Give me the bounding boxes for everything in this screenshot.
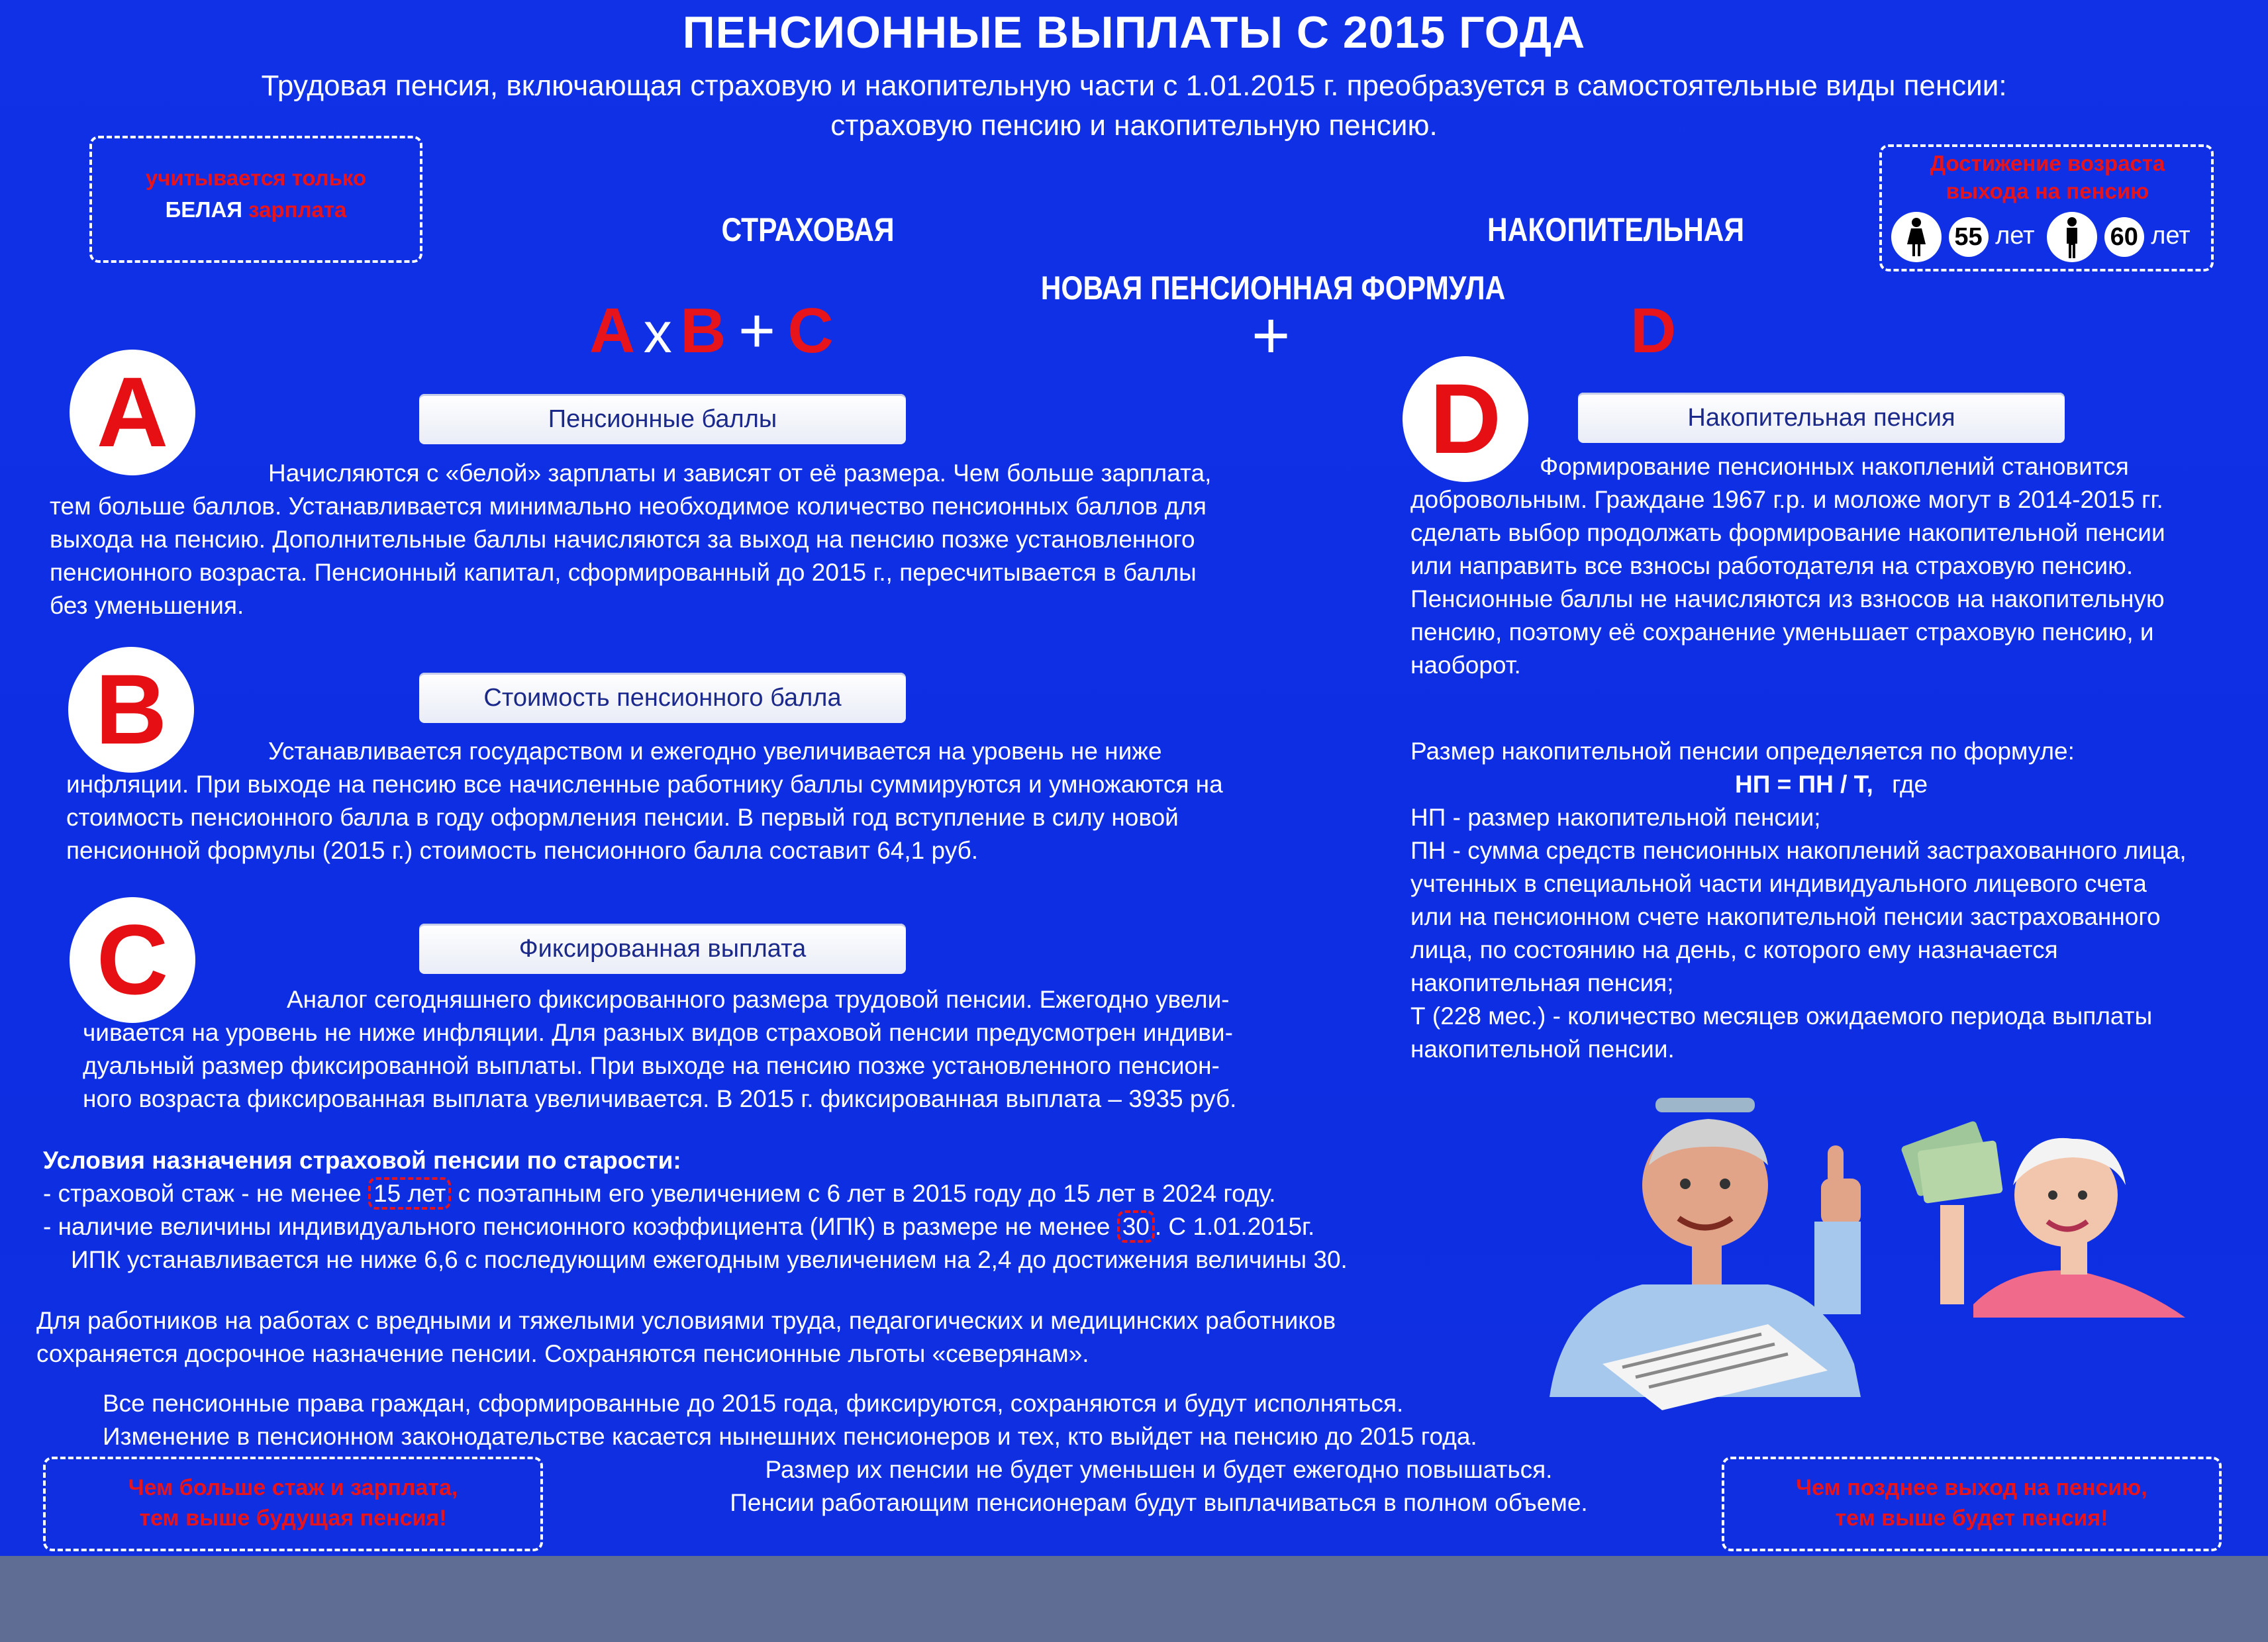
white-word: БЕЛАЯ [165, 197, 242, 222]
funded-formula-line: накопительной пенсии. [1410, 1036, 1675, 1063]
conditions-block [43, 1144, 1467, 1277]
funded-formula-where: где [1892, 771, 1928, 798]
section-a-heading: Пенсионные баллы [419, 394, 906, 444]
section-b-line: Устанавливается государством и ежегодно увеличивается на уровень не ниже [268, 738, 1162, 765]
woman-icon [1891, 212, 1942, 262]
condition-2-highlight: 30 [1117, 1210, 1155, 1243]
white-salary-line2 [92, 194, 420, 226]
rights-line-2: Изменение в пенсионном законодательстве касается нынешних пенсионеров и тех, кто выйдет на пенсию до 2015 года. [103, 1423, 1477, 1450]
section-a-line: выхода на пенсию. Дополнительные баллы начисляются за выход на пенсию позже установленного [50, 526, 1195, 553]
condition-1-highlight: 15 лет [368, 1177, 451, 1210]
formula-d: D [1630, 295, 1677, 366]
bottom-right-box [1722, 1457, 2222, 1551]
bottom-right-line-2: тем выше будет пенсия! [1835, 1506, 2108, 1531]
funded-formula-line: накопительная пенсия; [1410, 969, 1674, 996]
section-a-line: без уменьшения. [50, 592, 244, 619]
retirement-age-title: Достижение возраста выхода на пенсию [1930, 151, 2165, 203]
formula-label: НОВАЯ ПЕНСИОННАЯ ФОРМУЛА [1040, 269, 1506, 307]
funded-formula-line: НП - размер накопительной пенсии; [1410, 804, 1821, 831]
early-line-1: Для работников на работах с вредными и тяжелыми условиями труда, педагогических и медицинских работников [36, 1307, 1336, 1334]
man-icon [2047, 212, 2097, 262]
letter-d-circle: D [1403, 356, 1528, 482]
early-line-2: сохраняется досрочное назначение пенсии. Сохраняются пенсионные льготы «северянам». [36, 1340, 1089, 1367]
pensioners-photo [1550, 1086, 2198, 1410]
conditions-title: Условия назначения страховой пенсии по старости: [43, 1147, 681, 1174]
rights-line-4: Пенсии работающим пенсионерам будут выплачиваться в полном объеме. [730, 1489, 1588, 1516]
section-c-line: ного возраста фиксированная выплата увеличивается. В 2015 г. фиксированная выплата – 3935 руб. [83, 1085, 1237, 1112]
section-c-line: чивается на уровень не ниже инфляции. Для разных видов страховой пенсии предусмотрен индиви- [83, 1019, 1233, 1046]
funded-formula-line: Т (228 мес.) - количество месяцев ожидаемого периода выплаты [1410, 1002, 2153, 1030]
letter-b-circle: B [68, 647, 194, 773]
page-subtitle [132, 66, 2136, 146]
female-age-unit: лет [1995, 222, 2035, 250]
formula-multiply: x [643, 301, 672, 365]
condition-2-post: . С 1.01.2015г. [1154, 1213, 1315, 1240]
condition-1 [43, 1177, 1467, 1210]
rights-line-3: Размер их пенсии не будет уменьшен и будет ежегодно повышаться. [765, 1456, 1553, 1483]
condition-2 [43, 1210, 1467, 1243]
section-b-text [66, 735, 1357, 867]
section-b-line: стоимость пенсионного балла в году оформления пенсии. В первый год вступление в силу новой [66, 804, 1179, 831]
subtitle-line-1: Трудовая пенсия, включающая страховую и накопительную части с 1.01.2015 г. преобразуется в самостоятельные виды пенсии: [261, 70, 2007, 102]
retirement-age-box [1879, 144, 2214, 271]
bottom-left-line-1: Чем больше стаж и зарплата, [128, 1475, 458, 1500]
funded-formula-intro: Размер накопительной пенсии определяется по формуле: [1410, 738, 2075, 765]
funded-formula-line: ПН - сумма средств пенсионных накоплений застрахованного лица, [1410, 837, 2187, 864]
section-d-line: или направить все взносы работодателя на страховую пенсию. [1410, 552, 2134, 579]
funded-column-header: НАКОПИТЕЛЬНАЯ [1487, 211, 1745, 248]
section-b-heading: Стоимость пенсионного балла [419, 673, 906, 723]
condition-3: ИПК устанавливается не ниже 6,6 с последующим ежегодным увеличением на 2,4 до достижения величины 30. [71, 1246, 1348, 1273]
early-retirement-block [36, 1304, 1493, 1371]
rights-block [103, 1387, 1559, 1453]
section-a-line: пенсионного возраста. Пенсионный капитал, сформированный до 2015 г., пересчитывается в баллы [50, 559, 1197, 586]
formula-a: A [589, 295, 636, 366]
funded-formula-block [1410, 735, 2238, 1066]
condition-1-pre: - страховой стаж - не менее [43, 1180, 369, 1207]
footer-band [0, 1556, 2268, 1642]
rights-line-1: Все пенсионные права граждан, сформированные до 2015 года, фиксируются, сохраняются и будут исполняться. [103, 1390, 1404, 1417]
formula-plus-1: + [738, 295, 776, 366]
section-d-text [1410, 450, 2238, 682]
funded-formula-line: лица, по состоянию на день, с которого ему назначается [1410, 936, 2058, 963]
section-c-heading: Фиксированная выплата [419, 924, 906, 974]
section-a-text [50, 457, 1341, 622]
funded-formula-row [1410, 768, 2238, 801]
retirement-age-row [1891, 212, 2191, 262]
section-a-line: тем больше баллов. Устанавливается минимально необходимое количество пенсионных баллов для [50, 493, 1207, 520]
section-d-line: пенсию, поэтому её сохранение уменьшает страховую пенсию, и [1410, 618, 2154, 646]
bottom-right-line-1: Чем позднее выход на пенсию, [1796, 1475, 2147, 1500]
rights-block-2 [662, 1453, 1655, 1520]
section-a-line: Начисляются с «белой» зарплаты и зависят от её размера. Чем больше зарплата, [268, 459, 1212, 487]
bottom-left-box [43, 1457, 543, 1551]
letter-c-circle: C [70, 897, 195, 1023]
funded-formula: НП = ПН / Т, [1735, 771, 1873, 798]
male-age-unit: лет [2151, 222, 2191, 250]
formula-c: C [787, 295, 834, 366]
section-d-line: добровольным. Граждане 1967 г.р. и моложе могут в 2014-2015 гг. [1410, 486, 2163, 513]
funded-formula-line: учтенных в специальной части индивидуального лицевого счета [1410, 870, 2147, 897]
section-c-line: дуальный размер фиксированной выплаты. При выходе на пенсию позже установленного пенсион- [83, 1052, 1220, 1079]
formula-plus-2: + [1252, 299, 1291, 373]
section-c-line: Аналог сегодняшнего фиксированного размера трудовой пенсии. Ежегодно увели- [287, 986, 1230, 1013]
white-salary-box [89, 136, 422, 263]
funded-formula-line: или на пенсионном счете накопительной пенсии застрахованного [1410, 903, 2161, 930]
section-b-line: пенсионной формулы (2015 г.) стоимость пенсионного балла составит 64,1 руб. [66, 837, 979, 864]
formula-abc [589, 295, 834, 367]
section-d-heading: Накопительная пенсия [1578, 393, 2065, 443]
insurance-column-header: СТРАХОВАЯ [721, 211, 895, 248]
white-salary-line1: учитывается только [145, 166, 367, 190]
section-c-text [83, 983, 1374, 1116]
section-b-line: инфляции. При выходе на пенсию все начисленные работнику баллы суммируются и умножаются на [66, 771, 1223, 798]
section-d-line: сделать выбор продолжать формирование накопительной пенсии [1410, 519, 2165, 546]
salary-word: зарплата [248, 197, 347, 222]
bottom-left-line-2: тем выше будущая пенсия! [139, 1506, 447, 1531]
section-d-line: Формирование пенсионных накоплений становится [1540, 453, 2129, 480]
condition-2-pre: - наличие величины индивидуального пенсионного коэффициента (ИПК) в размере не менее [43, 1213, 1117, 1240]
male-age: 60 [2104, 217, 2144, 257]
section-d-line: наоборот. [1410, 652, 1521, 679]
letter-a-circle: A [70, 350, 195, 475]
subtitle-line-2: страховую пенсию и накопительную пенсию. [830, 109, 1438, 142]
female-age: 55 [1949, 217, 1989, 257]
condition-1-post: с поэтапным его увеличением с 6 лет в 2015 году до 15 лет в 2024 году. [451, 1180, 1276, 1207]
section-d-line: Пенсионные баллы не начисляются из взносов на накопительную [1410, 585, 2165, 612]
formula-b: B [680, 295, 726, 366]
page-title: ПЕНСИОННЫЕ ВЫПЛАТЫ С 2015 ГОДА [682, 7, 1586, 58]
